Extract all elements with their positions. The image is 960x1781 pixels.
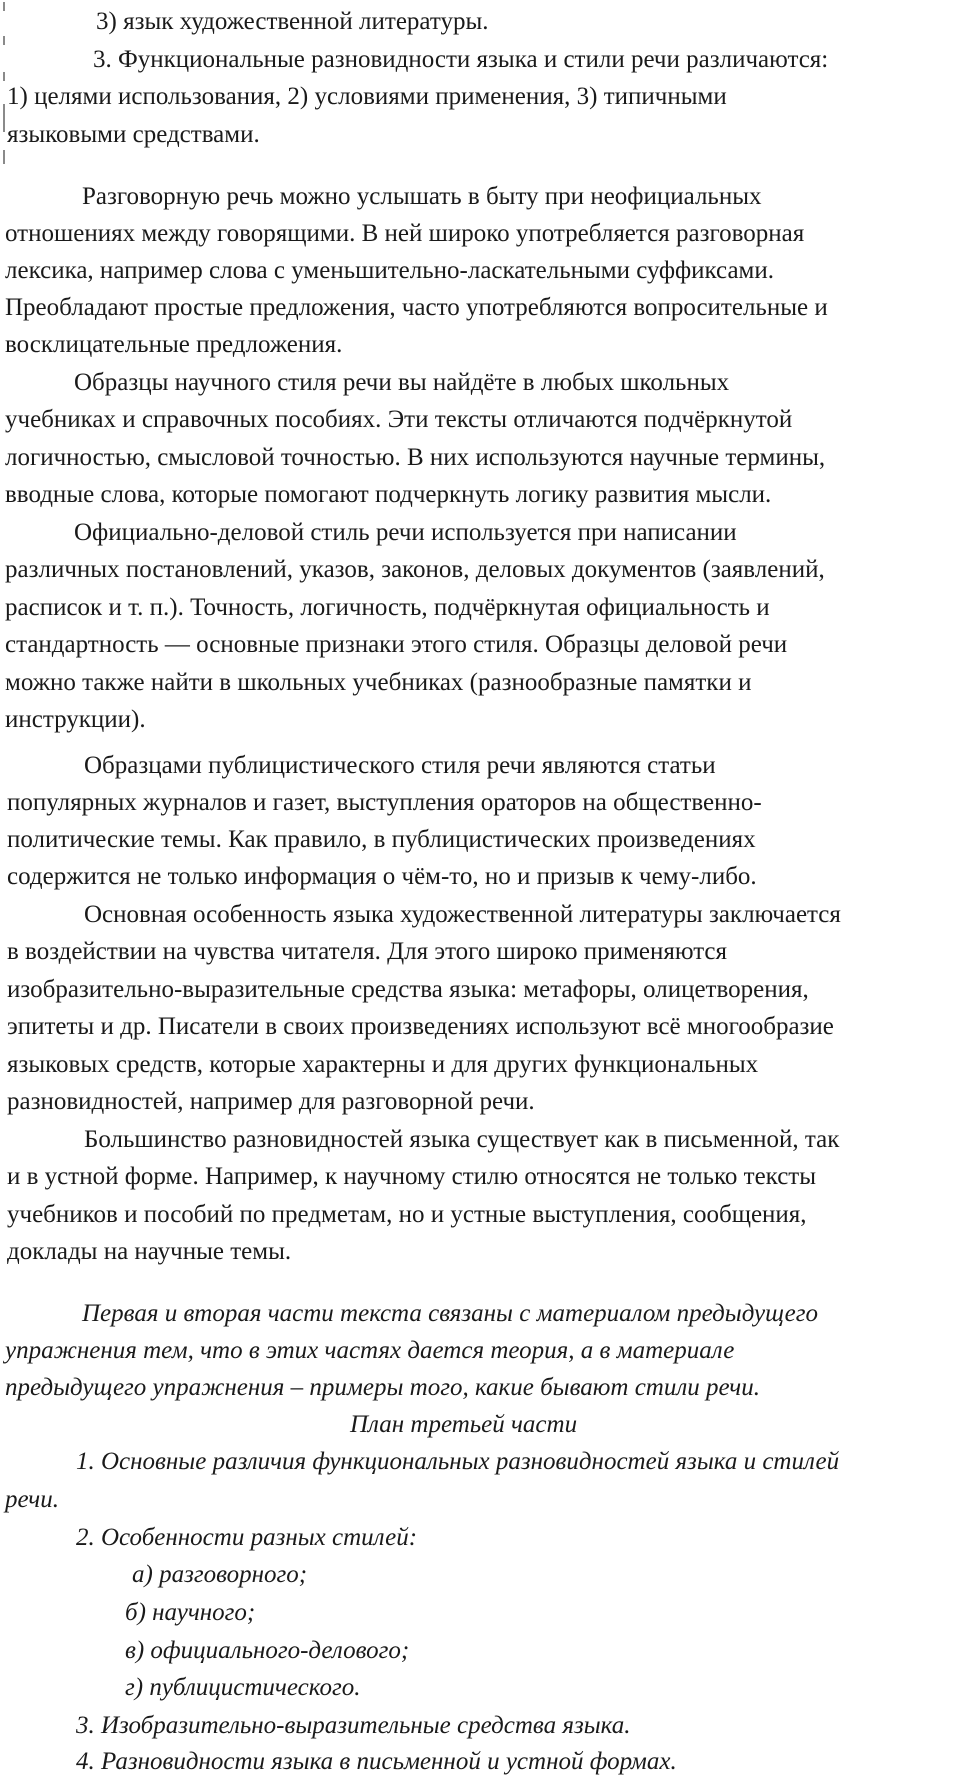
text-line: языковыми средствами.	[7, 121, 260, 148]
plan-subitem: в) официального-делового;	[125, 1637, 410, 1664]
plan-item: 2. Особенности разных стилей:	[76, 1524, 418, 1551]
text-line: 3. Функциональные разновидности языка и стили речи различаются:	[93, 46, 829, 73]
margin-mark	[3, 36, 5, 45]
text-line: доклады на научные темы.	[7, 1238, 292, 1265]
plan-subitem: г) публицистического.	[125, 1674, 361, 1701]
margin-mark	[3, 72, 5, 81]
plan-subitem: б) научного;	[125, 1599, 256, 1626]
text-line: популярных журналов и газет, выступления ораторов на общественно-	[7, 789, 762, 816]
plan-item: 4. Разновидности языка в письменной и устной формах.	[76, 1748, 677, 1775]
text-line: содержится не только информация о чём-то, но и призыв к чему-либо.	[7, 863, 757, 890]
text-line: 3) язык художественной литературы.	[96, 8, 489, 35]
text-line: инструкции).	[5, 706, 146, 733]
text-line: Разговорную речь можно услышать в быту при неофициальных	[82, 183, 762, 210]
text-line: Образцами публицистического стиля речи являются статьи	[84, 752, 716, 779]
text-line: Образцы научного стиля речи вы найдёте в любых школьных	[74, 369, 730, 396]
text-line: отношениях между говорящими. В ней широко употребляется разговорная	[5, 220, 805, 247]
text-line: Официально-деловой стиль речи используется при написании	[74, 519, 737, 546]
text-line: в воздействии на чувства читателя. Для этого широко применяются	[7, 938, 728, 965]
text-line: изобразительно-выразительные средства языка: метафоры, олицетворения,	[7, 976, 809, 1003]
margin-mark	[3, 150, 5, 164]
text-line: учебников и пособий по предметам, но и устные выступления, сообщения,	[7, 1201, 807, 1228]
text-line: и в устной форме. Например, к научному стилю относятся не только тексты	[7, 1163, 817, 1190]
text-line: Основная особенность языка художественной литературы заключается	[84, 901, 841, 928]
plan-title: План третьей части	[350, 1411, 578, 1438]
text-line: Преобладают простые предложения, часто употребляются вопросительные и	[5, 294, 828, 321]
margin-mark	[3, 104, 5, 132]
text-line: различных постановлений, указов, законов, деловых документов (заявлений,	[5, 556, 825, 583]
answer-line: предыдущего упражнения – примеры того, какие бывают стили речи.	[5, 1374, 760, 1401]
plan-item: речи.	[5, 1486, 59, 1513]
text-line: политические темы. Как правило, в публицистических произведениях	[7, 826, 756, 853]
plan-item: 3. Изобразительно-выразительные средства языка.	[76, 1712, 631, 1739]
text-line: учебниках и справочных пособиях. Эти тексты отличаются подчёркнутой	[5, 406, 793, 433]
answer-line: упражнения тем, что в этих частях дается теория, а в материале	[5, 1337, 735, 1364]
text-line: языковых средств, которые характерны и для других функциональных	[7, 1051, 759, 1078]
text-line: можно также найти в школьных учебниках (разнообразные памятки и	[5, 669, 752, 696]
text-line: расписок и т. п.). Точность, логичность, подчёркнутая официальность и	[5, 594, 770, 621]
text-line: эпитеты и др. Писатели в своих произведениях используют всё многообразие	[7, 1013, 834, 1040]
text-line: восклицательные предложения.	[5, 331, 343, 358]
text-line: стандартность — основные признаки этого стиля. Образцы деловой речи	[5, 631, 788, 658]
text-line: 1) целями использования, 2) условиями применения, 3) типичными	[7, 83, 727, 110]
answer-line: Первая и вторая части текста связаны с материалом предыдущего	[82, 1300, 818, 1327]
text-line: Большинство разновидностей языка существует как в письменной, так	[84, 1126, 840, 1153]
text-line: лексика, например слова с уменьшительно-ласкательными суффиксами.	[5, 257, 774, 284]
text-line: вводные слова, которые помогают подчеркнуть логику развития мысли.	[5, 481, 772, 508]
text-line: разновидностей, например для разговорной речи.	[7, 1088, 535, 1115]
margin-mark	[3, 2, 5, 11]
text-line: логичностью, смысловой точностью. В них используются научные термины,	[5, 444, 826, 471]
plan-item: 1. Основные различия функциональных разновидностей языка и стилей	[76, 1448, 840, 1475]
plan-subitem: а) разговорного;	[132, 1561, 308, 1588]
